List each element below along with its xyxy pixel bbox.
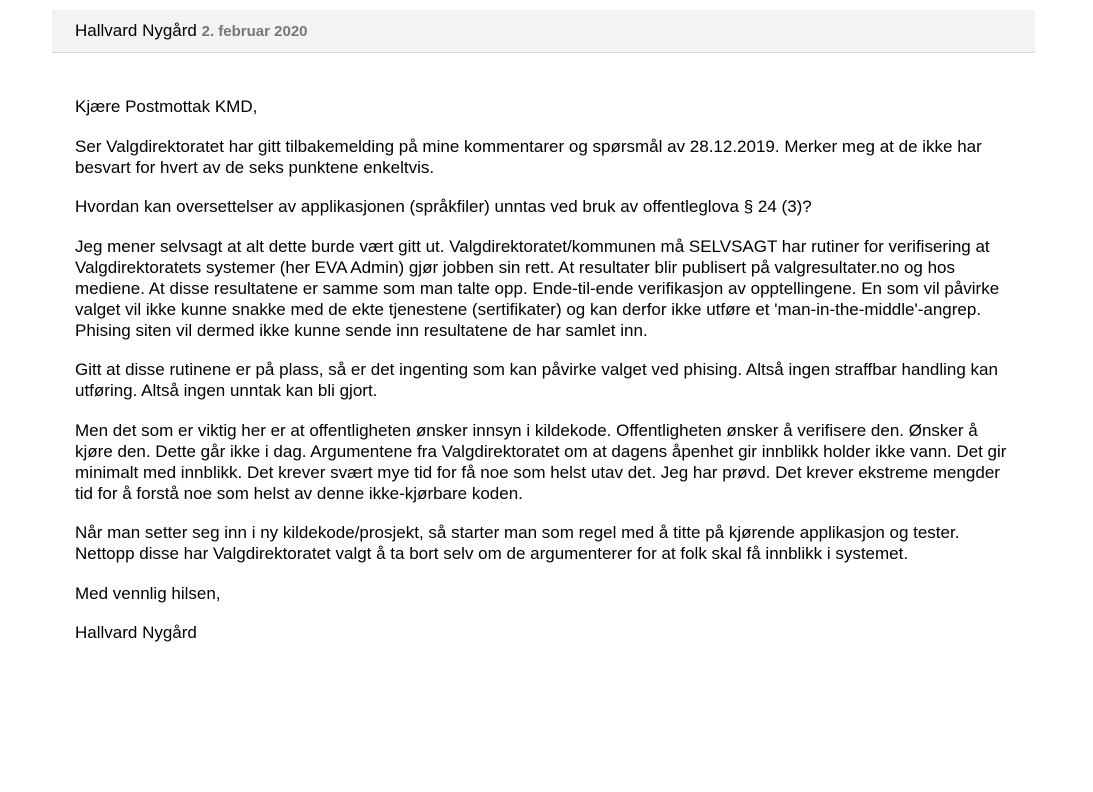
signature: Hallvard Nygård — [75, 623, 197, 642]
sender-line — [75, 21, 308, 42]
paragraph-feedback: Ser Valgdirektoratet har gitt tilbakemelding på mine kommentarer og spørsmål av 28.12.2019. Merker meg at de ikke har besvart for hvert av de seks punktene enkeltvis. — [75, 136, 982, 177]
paragraph-new-project: Når man setter seg inn i ny kildekode/prosjekt, så starter man som regel med å titte på kjørende applikasjon og tester. Nettopp disse har Valgdirektoratet valgt å ta bort selv om de argumenterer for at folk skal få innblikk i systemet. — [75, 523, 960, 563]
paragraph-verification: Jeg mener selvsagt at alt dette burde vært gitt ut. Valgdirektoratet/kommunen må SELVSAGT har rutiner for verifisering at Valgdirektoratets systemer (her EVA Admin) gjør jobben sin rett. At resultater blir publisert på valgresultater.no og hos mediene. At disse resultatene er samme som man talte opp. Ende-til-ende verifikasjon av opptellingene. En som vil påvirke valget vil ikke kunne snakke med de ekte tjenestene (sertifikater) og kan derfor ikke utføre et 'man-in-the-middle'-angrep. Phising siten vil dermed ikke kunne sende inn resultatene de har samlet inn. — [75, 236, 1000, 340]
sender-name: Hallvard Nygård — [75, 21, 197, 40]
paragraph-phishing: Gitt at disse rutinene er på plass, så er det ingenting som kan påvirke valget ved phising. Altså ingen straffbar handling kan utføring. Altså ingen unntak kan bli gjort. — [75, 360, 998, 400]
greeting: Kjære Postmottak KMD, — [75, 97, 258, 116]
message-body — [75, 96, 1015, 662]
paragraph-source-code: Men det som er viktig her er at offentligheten ønsker innsyn i kildekode. Offentligheten ønsker å verifisere den. Ønsker å kjøre den. Dette går ikke i dag. Argumentene fra Valgdirektoratet om at dagens åpenhet gir innblikk holder ikke vann. Det gir minimalt med innblikk. Det krever svært mye tid for få noe som helst utav det. Jeg har prøvd. Det krever ekstreme mengder tid for å forstå noe som helst av denne ikke-kjørbare koden. — [75, 420, 1007, 503]
message-header — [52, 10, 1035, 53]
closing: Med vennlig hilsen, — [75, 583, 221, 603]
paragraph-question: Hvordan kan oversettelser av applikasjonen (språkfiler) unntas ved bruk av offentleglova § 24 (3)? — [75, 197, 812, 216]
message-date: 2. februar 2020 — [201, 23, 308, 40]
